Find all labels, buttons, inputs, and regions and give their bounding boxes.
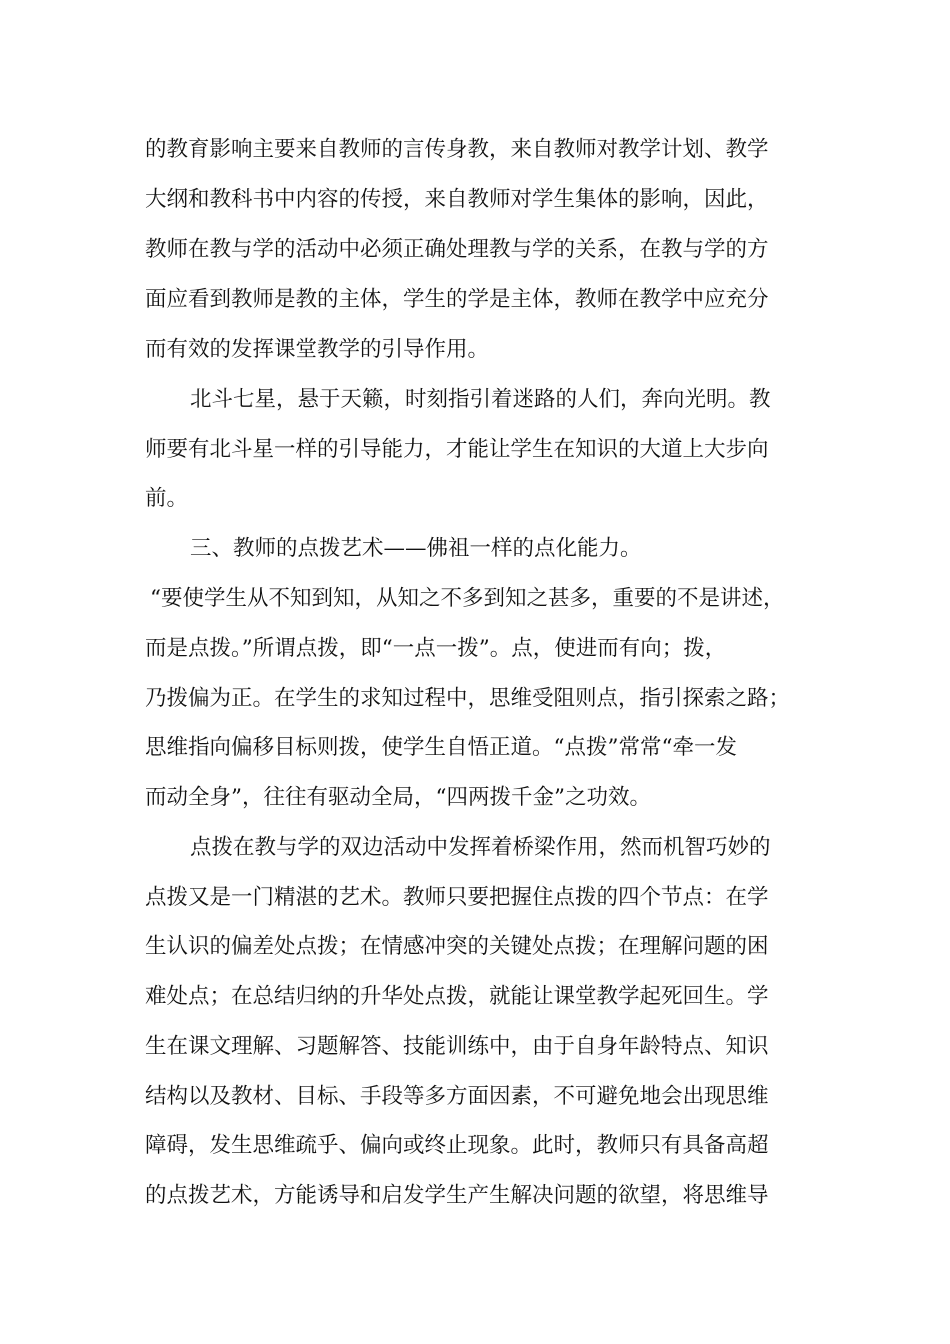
text-line: 而动全身”，往往有驱动全局，“四两拨千金”之功效。: [145, 785, 651, 810]
text-line: 点拨在教与学的双边活动中发挥着桥梁作用，然而机智巧妙的: [190, 835, 771, 860]
text-line: 生在课文理解、习题解答、技能训练中，由于自身年龄特点、知识: [145, 1034, 769, 1059]
text-line: 结构以及教材、目标、手段等多方面因素，不可避免地会出现思维: [145, 1084, 769, 1109]
text-line: 障碍，发生思维疏乎、偏向或终止现象。此时，教师只有具备高超: [145, 1133, 769, 1158]
text-line: 生认识的偏差处点拨；在情感冲突的关键处点拨；在理解问题的困: [145, 934, 769, 959]
text-line: 大纲和教科书中内容的传授，来自教师对学生集体的影响，因此，: [145, 187, 769, 212]
text-line: 而有效的发挥课堂教学的引导作用。: [145, 337, 490, 362]
text-line: 前。: [145, 486, 189, 511]
text-line: 点拨又是一门精湛的艺术。教师只要把握住点拨的四个节点：在学: [145, 885, 769, 910]
text-line: 而是点拨。”所谓点拨，即“一点一拨”。点，使进而有向；拨，: [145, 636, 727, 661]
text-line: 师要有北斗星一样的引导能力，才能让学生在知识的大道上大步向: [145, 437, 769, 462]
text-line: 的教育影响主要来自教师的言传身教，来自教师对教学计划、教学: [145, 137, 769, 162]
text-line: 的点拨艺术，方能诱导和启发学生产生解决问题的欲望，将思维导: [145, 1183, 769, 1208]
text-line: 面应看到教师是教的主体，学生的学是主体，教师在教学中应充分: [145, 287, 769, 312]
text-line: 乃拨偏为正。在学生的求知过程中，思维受阻则点，指引探索之路；: [145, 686, 791, 711]
text-line: 教师在教与学的活动中必须正确处理教与学的关系，在教与学的方: [145, 237, 769, 262]
text-line: 思维指向偏移目标则拨，使学生自悟正道。“点拨”常常“牵一发: [145, 735, 737, 760]
text-line: 难处点；在总结归纳的升华处点拨，就能让课堂教学起死回生。学: [145, 984, 769, 1009]
text-line: “要使学生从不知到知，从知之不多到知之甚多，重要的不是讲述，: [150, 586, 785, 611]
text-line: 北斗七星，悬于天籁，时刻指引着迷路的人们，奔向光明。教: [190, 387, 771, 412]
section-heading: 三、教师的点拨艺术——佛祖一样的点化能力。: [190, 536, 642, 561]
